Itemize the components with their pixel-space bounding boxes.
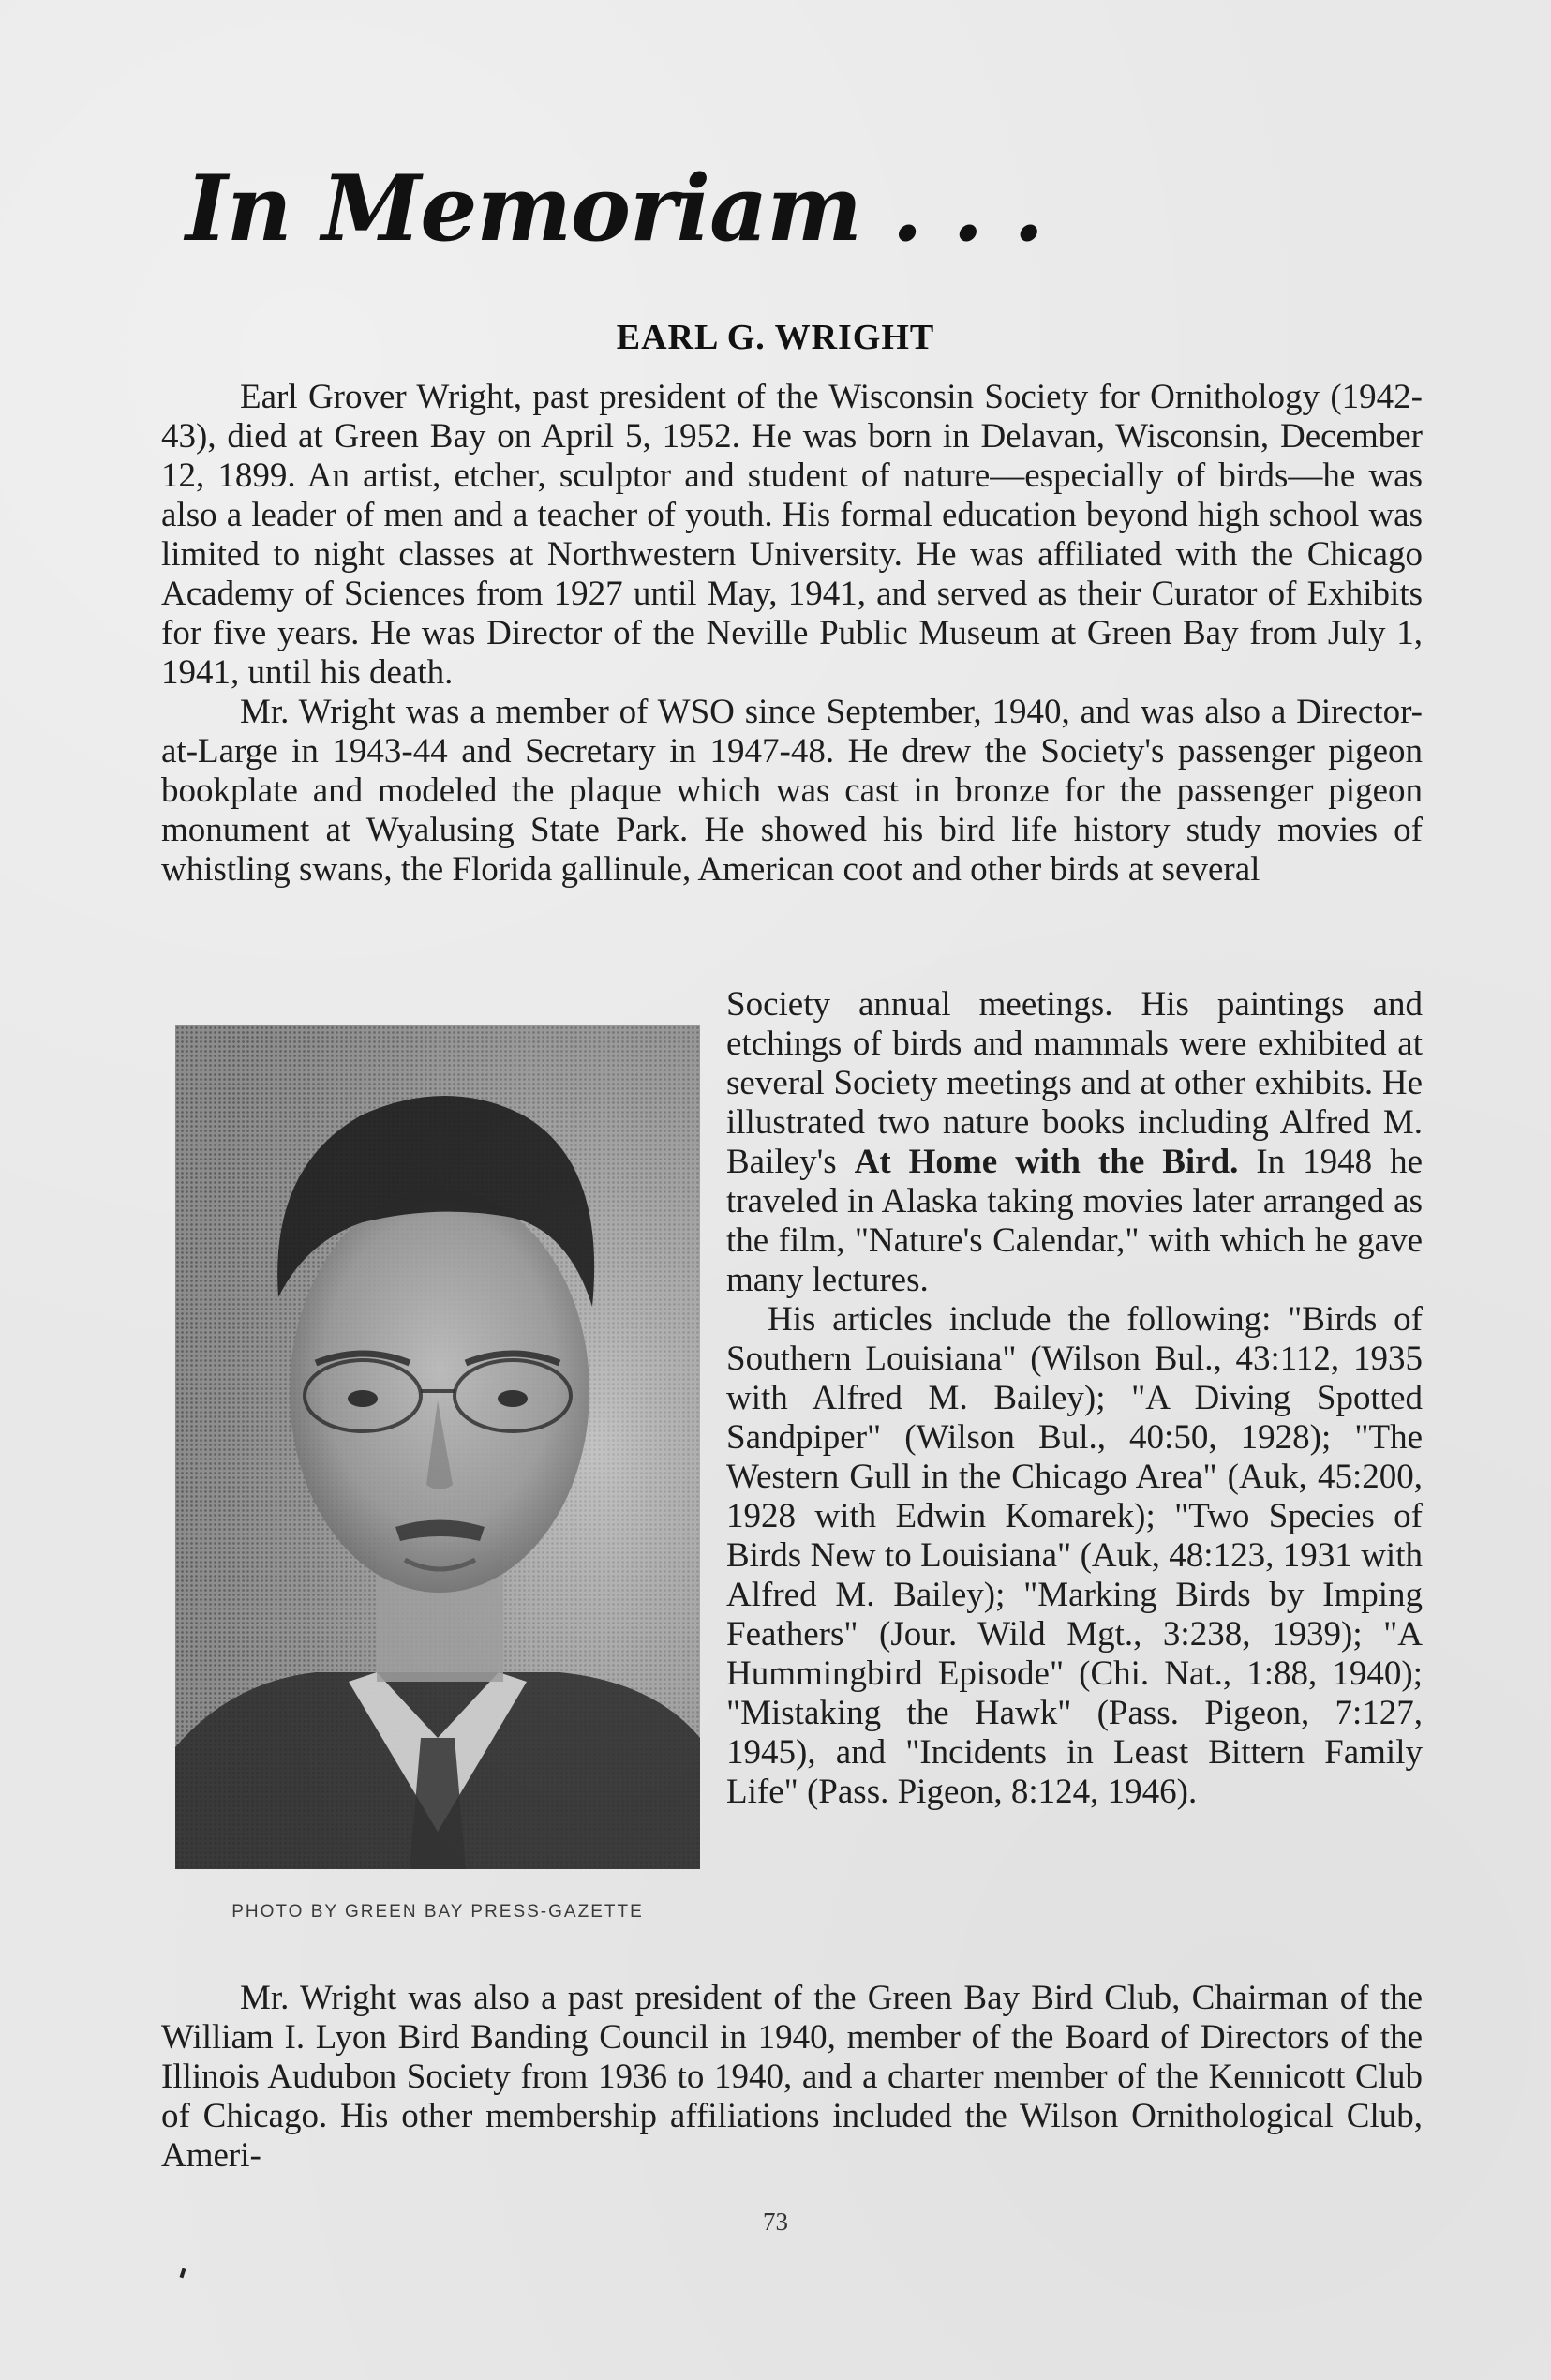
portrait-illustration (175, 1025, 700, 1869)
portrait-photo (175, 1025, 700, 1869)
side-text-end: In 1948 he traveled in Alaska taking movies later arranged as the film, "Nature's Calendar," with which he gave many lectures. (726, 1143, 1423, 1299)
article-body-bottom (161, 1979, 1423, 2176)
article-body-top (161, 378, 1423, 890)
person-name-heading: EARL G. WRIGHT (616, 318, 935, 357)
page-number: 73 (763, 2208, 788, 2236)
paragraph-wso-membership: Mr. Wright was a member of WSO since September, 1940, and was also a Director-at-Large in 1943-44 and Secretary in 1947-48. He drew the Society's passenger pigeon bookplate and modeled the plaque which was cast in bronze for the passenger pigeon monument at Wyalusing State Park. He showed his bird life history study movies of whistling swans, the Florida gallinule, American coot and other birds at several (161, 693, 1423, 889)
photo-credit: PHOTO BY GREEN BAY PRESS-GAZETTE (231, 1902, 644, 1922)
print-speck (180, 2268, 186, 2279)
paragraph-wso-continued (726, 985, 1423, 1300)
side-text-start: Society annual meetings. His paintings and etchings of birds and mammals were exhibited at several Society meetings and at other exhibits. He illustrated two nature books including Alfred M. Bailey's (726, 985, 1423, 1181)
paragraph-affiliations: Mr. Wright was also a past president of the Green Bay Bird Club, Chairman of the William I. Lyon Bird Banding Council in 1940, member of the Board of Directors of the Illinois Audubon Society from 1936 to 1940, and a charter member of the Kennicott Club of Chicago. His other membership affiliations included the Wilson Ornithological Club, Ameri- (161, 1979, 1423, 2175)
paragraph-biography: Earl Grover Wright, past president of the Wisconsin Society for Ornithology (1942-43), died at Green Bay on April 5, 1952. He was born in Delavan, Wisconsin, December 12, 1899. An artist, etcher, sculptor and student of nature—especially of birds—he was also a leader of men and a teacher of youth. His formal education beyond high school was limited to night classes at Northwestern University. He was affiliated with the Chicago Academy of Sciences from 1927 until May, 1941, and served as their Curator of Exhibits for five years. He was Director of the Neville Public Museum at Green Bay from July 1, 1941, until his death. (161, 378, 1423, 692)
paragraph-articles: His articles include the following: "Birds of Southern Louisiana" (Wilson Bul., 43:112, 1935 with Alfred M. Bailey); "A Diving Spotted Sandpiper" (Wilson Bul., 40:50, 1928); "The Western Gull in the Chicago Area" (Auk, 45:200, 1928 with Edwin Komarek); "Two Species of Birds New to Louisiana" (Auk, 48:123, 1931 with Alfred M. Bailey); "Marking Birds by Imping Feathers" (Jour. Wild Mgt., 3:238, 1939); "A Hummingbird Episode" (Chi. Nat., 1:88, 1940); "Mistaking the Hawk" (Pass. Pigeon, 7:127, 1945), and "Incidents in Least Bittern Family Life" (Pass. Pigeon, 8:124, 1946). (726, 1300, 1423, 1811)
article-body-side (726, 985, 1423, 1812)
memoriam-heading: In Memoriam . . . (186, 156, 1044, 262)
book-title: At Home with the Bird. (854, 1143, 1239, 1181)
